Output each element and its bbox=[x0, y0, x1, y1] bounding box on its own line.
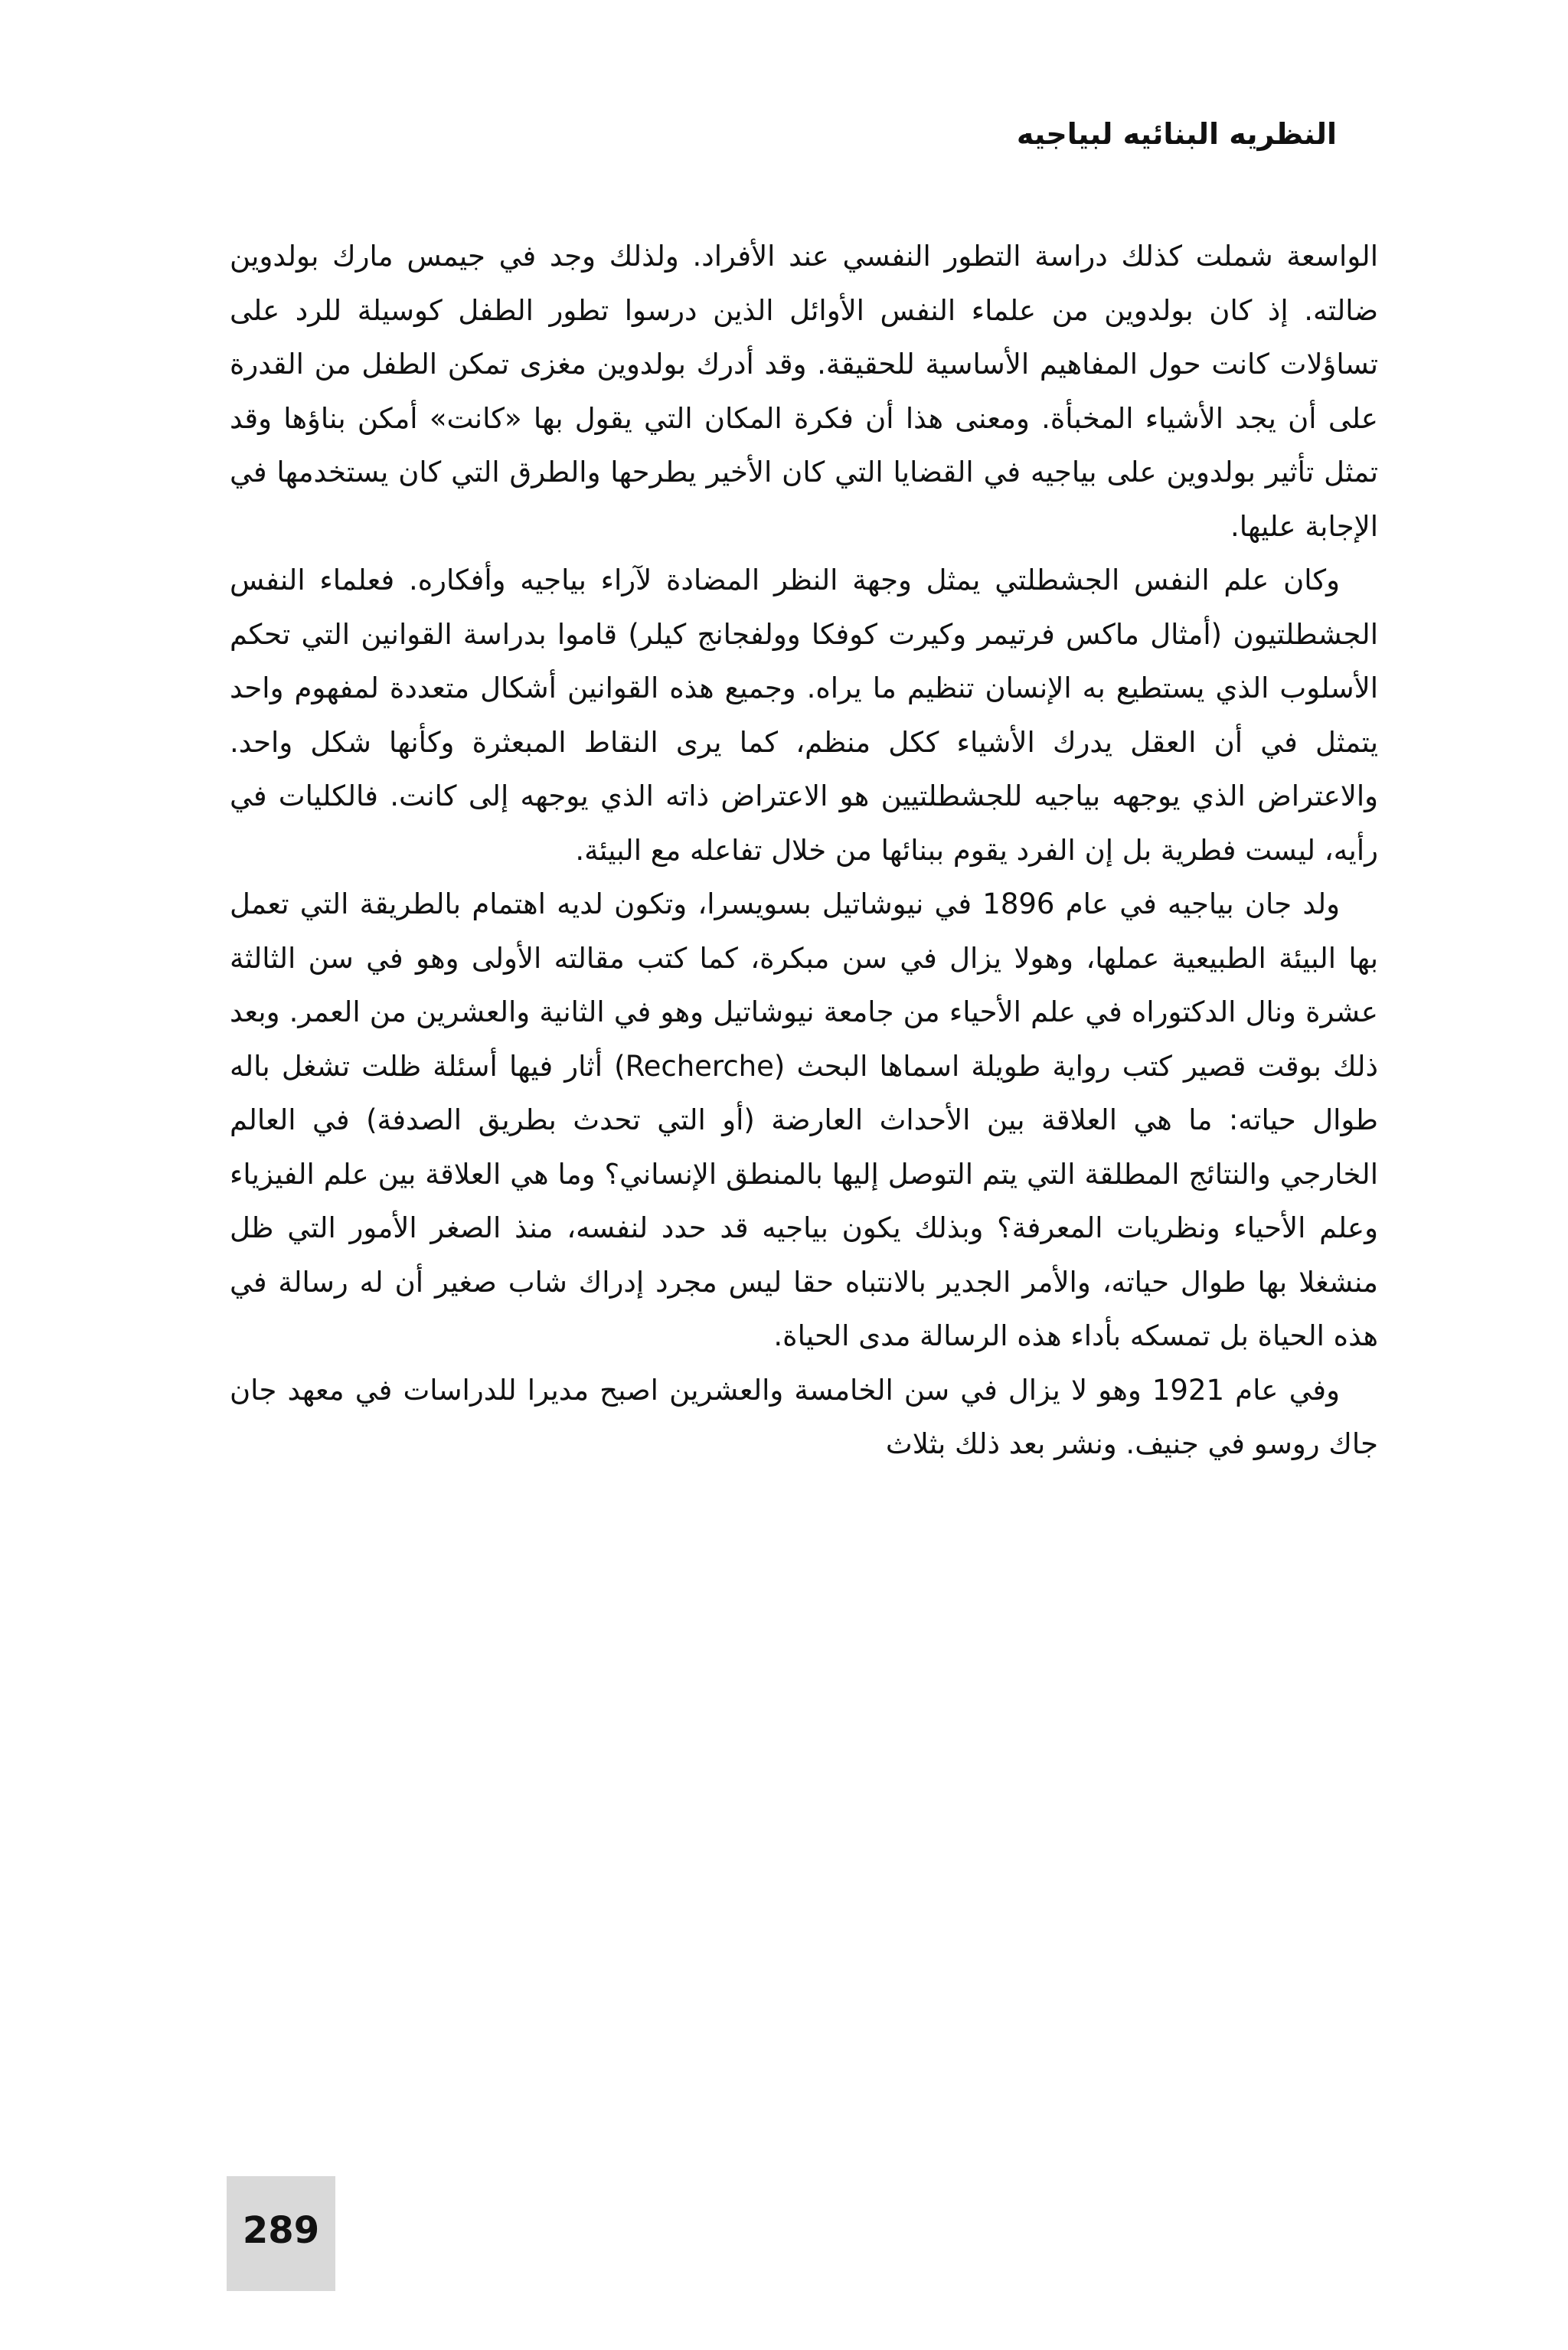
page-number: 289 bbox=[242, 2209, 320, 2252]
running-header: النظريه البنائيه لبياجيه bbox=[1016, 117, 1337, 151]
paragraph-1: الواسعة شملت كذلك دراسة التطور النفسي عند الأفراد. ولذلك وجد في جيمس مارك بولدوين ضالته. إذ كان بولدوين من علماء النفس الأوائل الذين درسوا تطور الطفل كوسيلة للرد على تساؤلات كانت حول المفاهيم الأساسية للحقيقة. وقد أدرك بولدوين مغزى تمكن الطفل من القدرة على أن يجد الأشياء المخبأة. ومعنى هذا أن فكرة المكان التي يقول بها «كانت» أمكن بناؤها وقد تمثل تأثير بولدوين على بياجيه في القضايا التي كان الأخير يطرحها والطرق التي كان يستخدمها في الإجابة عليها. bbox=[230, 240, 1378, 543]
body-text bbox=[230, 230, 1378, 1472]
paragraph-3: ولد جان بياجيه في عام 1896 في نيوشاتيل بسويسرا، وتكون لديه اهتمام بالطريقة التي تعمل بها البيئة الطبيعية عملها، وهولا يزال في سن مبكرة، كما كتب مقالته الأولى وهو في سن الثالثة عشرة ونال الدكتوراه في علم الأحياء من جامعة نيوشاتيل وهو في الثانية والعشرين من العمر. وبعد ذلك بوقت قصير كتب رواية طويلة اسماها البحث (Recherche) أثار فيها أسئلة ظلت تشغل باله طوال حياته: ما هي العلاقة بين الأحداث العارضة (أو التي تحدث بطريق الصدفة) في العالم الخارجي والنتائج المطلقة التي يتم التوصل إليها بالمنطق الإنساني؟ وما هي العلاقة بين علم الفيزياء وعلم الأحياء ونظريات المعرفة؟ وبذلك يكون بياجيه قد حدد لنفسه، منذ الصغر الأمور التي ظل منشغلا بها طوال حياته، والأمر الجدير بالانتباه حقا ليس مجرد إدراك شاب صغير أن له رسالة في هذه الحياة بل تمسكه بأداء هذه الرسالة مدى الحياة. bbox=[230, 887, 1378, 1352]
paragraph-2: وكان علم النفس الجشطلتي يمثل وجهة النظر المضادة لآراء بياجيه وأفكاره. فعلماء النفس الجشطلتيون (أمثال ماكس فرتيمر وكيرت كوفكا وولفجانج كيلر) قاموا بدراسة القوانين التي تحكم الأسلوب الذي يستطيع به الإنسان تنظيم ما يراه. وجميع هذه القوانين أشكال متعددة لمفهوم واحد يتمثل في أن العقل يدرك الأشياء ككل منظم، كما يرى النقاط المبعثرة وكأنها شكل واحد. والاعتراض الذي يوجهه بياجيه للجشطلتيين هو الاعتراض ذاته الذي يوجهه إلى كانت. فالكليات في رأيه، ليست فطرية بل إن الفرد يقوم ببنائها من خلال تفاعله مع البيئة. bbox=[230, 564, 1378, 867]
paragraph-4: وفي عام 1921 وهو لا يزال في سن الخامسة والعشرين اصبح مديرا للدراسات في معهد جان جاك روسو في جنيف. ونشر بعد ذلك بثلاث bbox=[230, 1373, 1378, 1460]
